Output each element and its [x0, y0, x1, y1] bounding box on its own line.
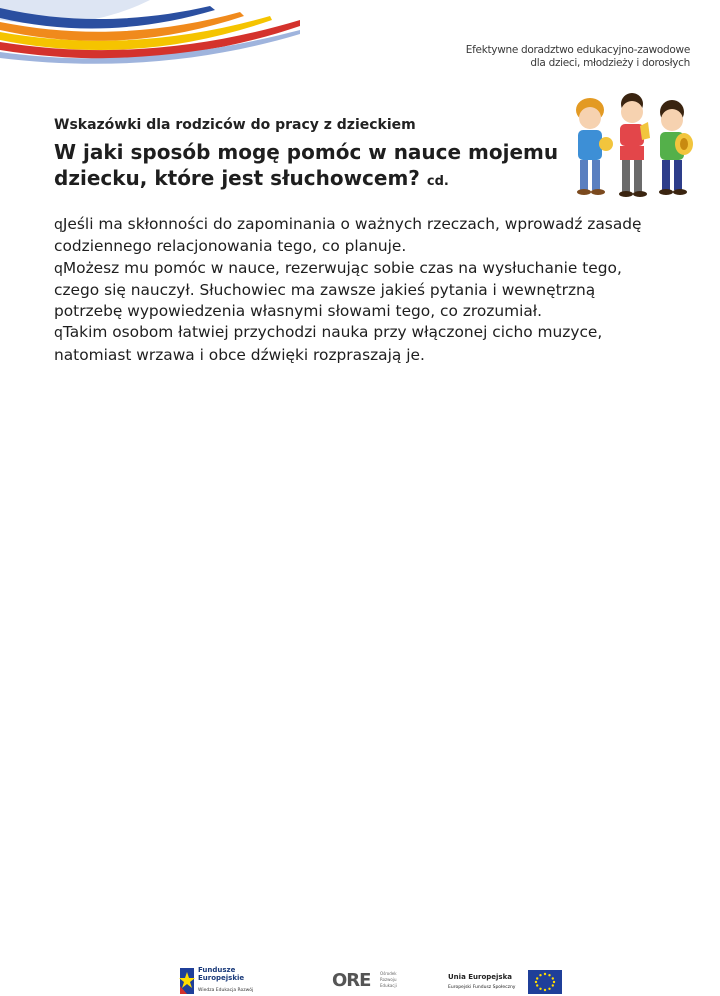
bullet-marker-icon: q	[54, 260, 63, 277]
ore-mark: ORE	[332, 970, 371, 991]
list-item	[54, 322, 664, 366]
eu-subtitle: Europejski Fundusz Społeczny	[448, 985, 516, 990]
ore-subtitle	[380, 971, 397, 989]
program-header	[466, 44, 690, 70]
ore-logo	[332, 968, 412, 996]
bullet-list	[54, 214, 664, 366]
list-item	[54, 214, 664, 258]
slide-subtitle: Wskazówki dla rodziców do pracy z dzieckiem	[54, 117, 416, 133]
fe-star-icon	[178, 966, 196, 996]
fundusze-europejskie-logo	[178, 966, 260, 996]
ore-sub-line1: Ośrodek	[380, 971, 397, 976]
slide-title	[54, 139, 564, 195]
program-header-line2: dla dzieci, młodzieży i dorosłych	[530, 57, 690, 69]
eu-flag-icon	[528, 970, 562, 994]
bullet-text: Możesz mu pomóc w nauce, rezerwując sobie czas na wysłuchanie tego, czego się nauczył. Słuchowiec ma zawsze jakieś pytania i wewnętrzną potrzebę wypowiedzenia własnymi słowami tego, co zrozumiał.	[54, 258, 622, 321]
bullet-text: Takim osobom łatwiej przychodzi nauka przy włączonej cicho muzyce, natomiast wrzawa i obce dźwięki rozpraszają je.	[54, 323, 603, 364]
fe-title-line1: Fundusze	[198, 966, 236, 974]
fe-subtitle: Wiedza Edukacja Rozwój	[198, 988, 254, 993]
bullet-marker-icon: q	[54, 325, 63, 342]
children-illustration	[560, 92, 700, 202]
slide-title-main: W jaki sposób mogę pomóc w nauce mojemu dziecku, które jest słuchowcem?	[54, 140, 559, 190]
fe-title	[198, 966, 244, 982]
unia-europejska-logo	[448, 968, 564, 996]
bullet-text: Jeśli ma skłonności do zapominania o ważnych rzeczach, wprowadź zasadę codziennego relacjonowania tego, co planuje.	[54, 215, 642, 256]
program-header-line1: Efektywne doradztwo edukacyjno-zawodowe	[465, 44, 690, 56]
ore-sub-line2: Rozwoju	[380, 977, 397, 982]
slide-title-suffix: cd.	[426, 174, 449, 189]
fe-title-line2: Europejskie	[198, 974, 245, 982]
decorative-stripes	[0, 0, 300, 70]
bullet-marker-icon: q	[54, 217, 63, 233]
ore-sub-line3: Edukacji	[380, 983, 397, 988]
eu-title: Unia Europejska	[448, 973, 512, 981]
footer-logos	[0, 480, 720, 993]
list-item	[54, 258, 664, 323]
